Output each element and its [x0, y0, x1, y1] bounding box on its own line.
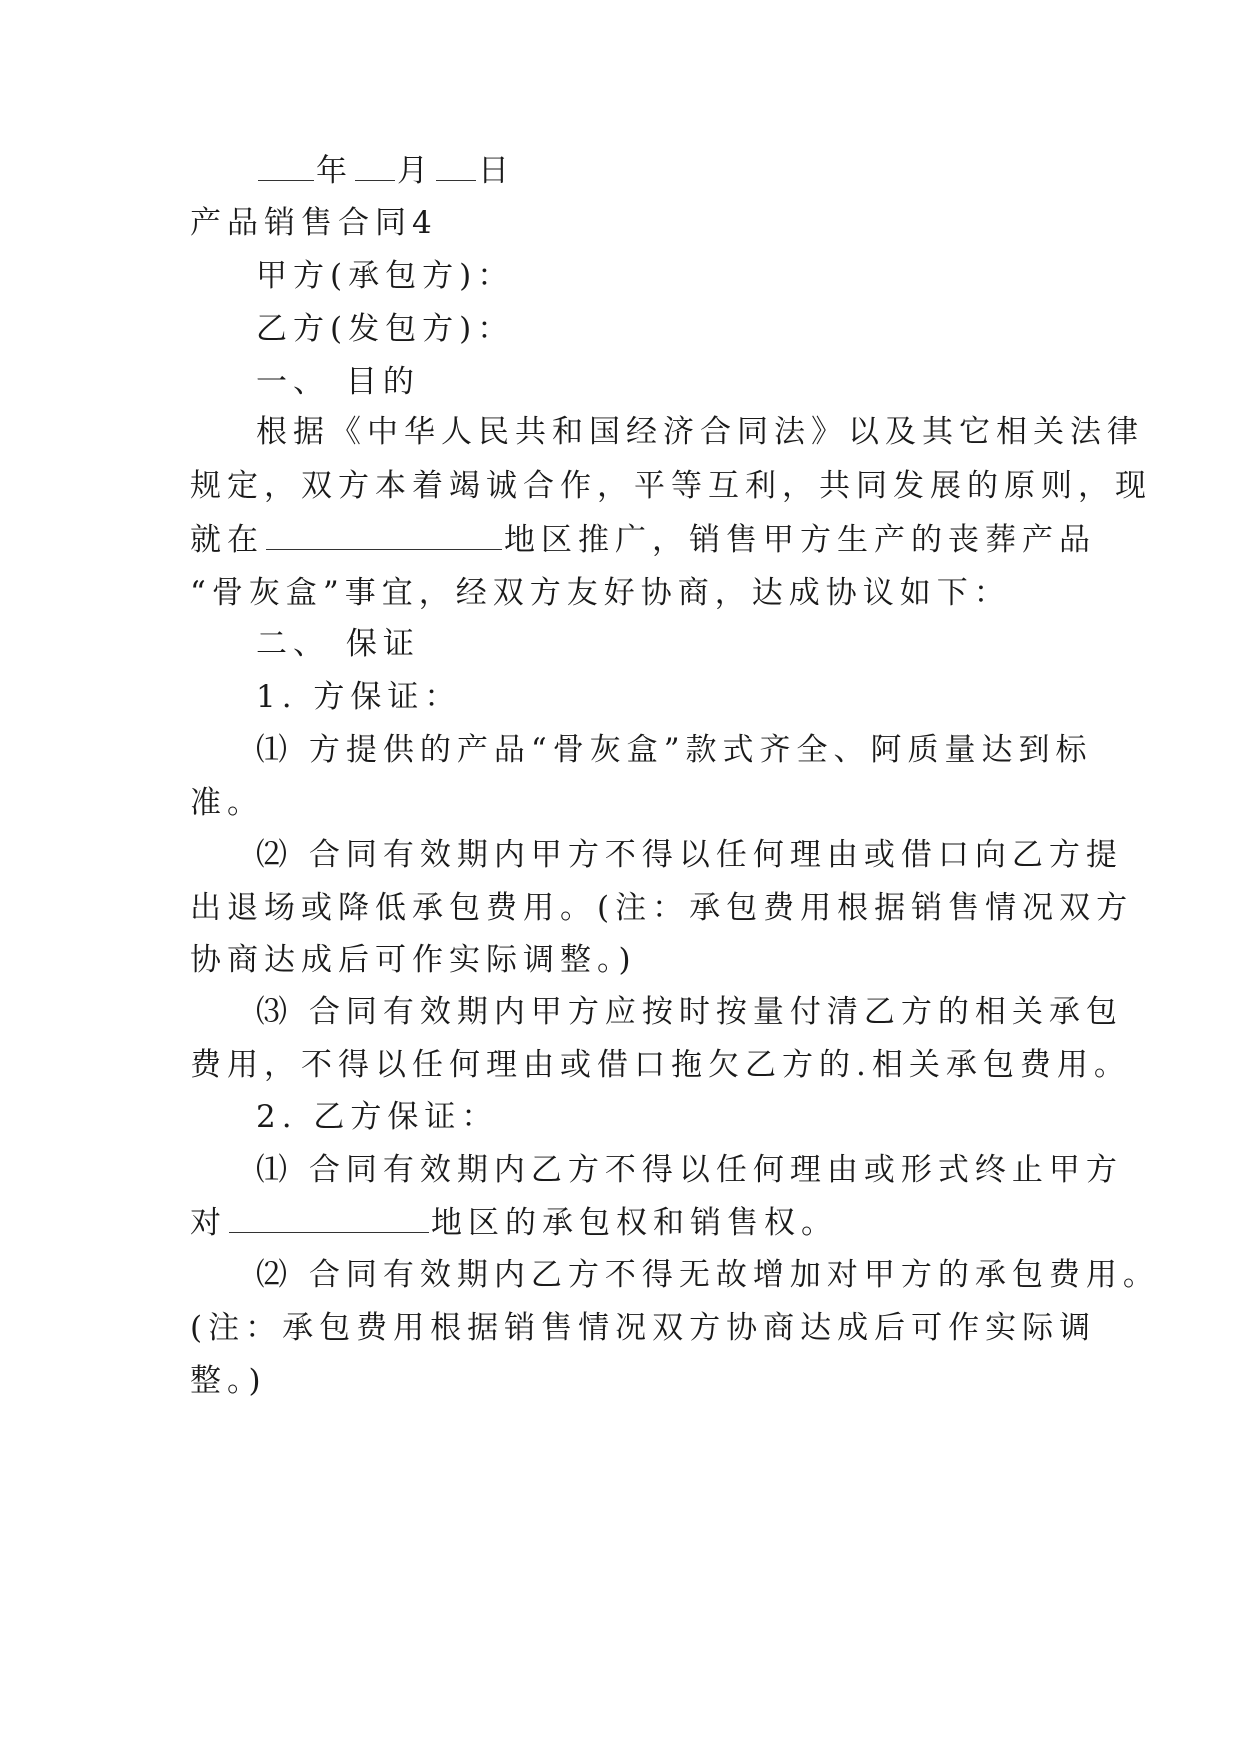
region-blank-2	[229, 1206, 429, 1233]
clause1-item3-line1: ⑶ 合同有效期内甲方应按时按量付清乙方的相关承包	[256, 994, 1123, 1030]
party-a: 甲方(承包方)：	[256, 258, 515, 294]
clause1-item2-line1: ⑵ 合同有效期内甲方不得以任何理由或借口向乙方提	[256, 837, 1123, 873]
clause2-item1-line2-suffix: 地区的承包权和销售权。	[431, 1205, 838, 1241]
clause2-item2-line1: ⑵ 合同有效期内乙方不得无故增加对甲方的承包费用。	[256, 1257, 1160, 1293]
day-suffix: 日	[478, 153, 515, 189]
section1-line3-suffix: 地区推广，销售甲方生产的丧葬产品	[504, 522, 1096, 558]
region-blank	[266, 523, 502, 550]
section1-heading: 一、 目的	[256, 364, 420, 400]
clause1-item2-line3: 协商达成后可作实际调整。)	[190, 942, 637, 978]
clause2-item2-line3: 整。)	[190, 1363, 267, 1399]
clause1-item1-line2: 准。	[190, 785, 264, 821]
day-blank	[436, 154, 476, 181]
clause2-item2-line2: (注：承包费用根据销售情况双方协商达成后可作实际调	[190, 1310, 1097, 1346]
clause2-item1-line2	[190, 1203, 838, 1243]
clause2-item1-line2-prefix: 对	[190, 1205, 227, 1241]
section1-line2: 规定，双方本着竭诚合作，平等互利，共同发展的原则，现	[190, 468, 1152, 504]
party-b: 乙方(发包方)：	[256, 311, 515, 347]
section1-line3-prefix: 就在	[190, 522, 264, 558]
month-suffix: 月	[397, 153, 434, 189]
month-blank	[355, 154, 395, 181]
section1-line3	[190, 520, 1096, 560]
section1-line1: 根据《中华人民共和国经济合同法》以及其它相关法律	[256, 414, 1144, 450]
clause1-item1-line1: ⑴ 方提供的产品“骨灰盒”款式齐全、阿质量达到标	[256, 732, 1093, 768]
clause2-heading: 2. 乙方保证：	[256, 1099, 499, 1135]
date-line	[256, 151, 515, 191]
clause1-heading: 1. 方保证：	[256, 679, 462, 715]
clause2-item1-line1: ⑴ 合同有效期内乙方不得以任何理由或形式终止甲方	[256, 1152, 1123, 1188]
year-suffix: 年	[316, 153, 353, 189]
year-blank	[258, 154, 314, 181]
section1-line4: “骨灰盒”事宜，经双方友好协商，达成协议如下：	[190, 575, 1011, 611]
section2-heading: 二、 保证	[256, 626, 420, 662]
clause1-item2-line2: 出退场或降低承包费用。(注：承包费用根据销售情况双方	[190, 890, 1134, 926]
clause1-item3-line2: 费用，不得以任何理由或借口拖欠乙方的.相关承包费用。	[190, 1047, 1131, 1083]
contract-title: 产品销售合同4	[190, 205, 438, 241]
